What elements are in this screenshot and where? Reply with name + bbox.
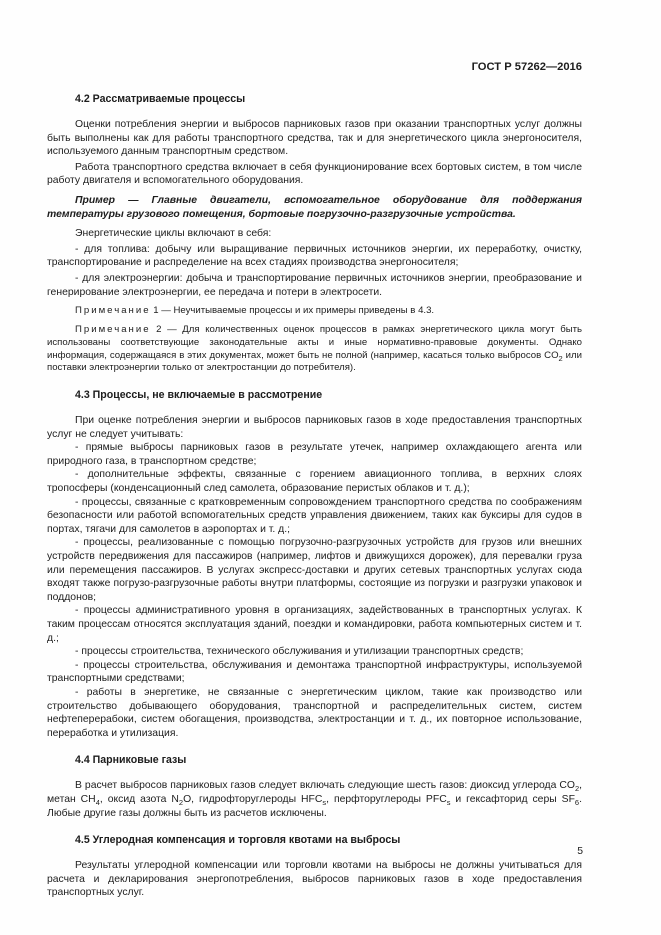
paragraph: Результаты углеродной компенсации или торговли квотами на выбросы не должны учитываться для расчета и декларирования энергопотребления, выбросов парниковых газов в ходе предоставления транспортных услуг. (47, 860, 582, 899)
section-4-3-heading: 4.3 Процессы, не включаемые в рассмотрение (75, 389, 323, 402)
text: . Любые другие газы должны быть из расчетов исключены. (47, 793, 582, 819)
subscript: 2 (558, 353, 563, 363)
list-item: - прямые выбросы парниковых газов в результате утечек, например охлаждающего агента или природного газа, в транспортном средстве; (47, 442, 582, 467)
list-item: - работы в энергетике, не связанные с энергетическим циклом, такие как производство или строительство добывающего оборудования, транспортной и распределительных систем, систем нефтеперерабоки, систем обогащения, производства, электростанции и т. д., их повторное использование, переработка и утилизация. (47, 686, 582, 739)
text: и гексафторид серы SF (450, 793, 575, 805)
section-4-4-heading: 4.4 Парниковые газы (75, 754, 187, 767)
subscript: 6 (574, 798, 580, 808)
text: , перфторуглероды PFC (326, 793, 447, 805)
section-4-5-heading: 4.5 Углеродная компенсация и торговля квотами на выбросы (75, 834, 401, 847)
subscript: s (446, 798, 451, 808)
note-label: Примечание (75, 323, 151, 335)
list-item: - процессы строительства, обслуживания и демонтажа транспортной инфраструктуры, используемой транспортными средствами; (47, 659, 582, 685)
page-number: 5 (577, 846, 583, 857)
note-text: 1 — Неучитываемые процессы и их примеры приведены в 4.3. (150, 305, 435, 317)
section-4-2-heading: 4.2 Рассматриваемые процессы (75, 93, 246, 105)
standard-code: ГОСТ Р 57262—2016 (471, 61, 582, 73)
document-body (47, 92, 582, 900)
list-item: - дополнительные эффекты, связанные с горением авиационного топлива, в верхних слоях тропосферы (конденсационный след самолета, образование перистых облаков и т. д.); (47, 469, 582, 495)
paragraph (47, 779, 582, 820)
note-1 (47, 305, 582, 318)
list-item: - процессы, связанные с кратковременным сопровождением транспортного средства по соображениям безопасности или работой вспомогательных средств управления движением, таких как буксиры для судов в портах, тягачи для самолетов в аэропортах и т. д.; (47, 496, 582, 535)
note-text: 2 — Для количественных оценок процессов в рамках энергетического цикла могут быть использованы соответствующие законодательные акты и иные нормативно-правовые документы. Однако информация, содержащаяся в этих документах, может быть не полной (например, касаться только выбросов CO (47, 323, 582, 361)
list-item: - для топлива: добычу или выращивание первичных источников энергии, их переработку, очистку, транспортирование и распределение на всех стадиях производства энергоносителя; (47, 243, 582, 269)
subscript: 2 (178, 798, 184, 808)
example-paragraph: Пример — Главные двигатели, вспомогательное оборудование для поддержания температуры грузового помещения, бортовые погрузочно-разгрузочные устройства. (47, 194, 582, 220)
text: , метан CH (47, 780, 582, 805)
list-item: - для электроэнергии: добыча и транспортирование первичных источников энергии, преобразование и генерирование электроэнергии, ее передача и потери в электросети. (47, 272, 582, 298)
text: , оксид азота N (99, 793, 179, 805)
subscript: 4 (95, 798, 100, 808)
paragraph: Работа транспортного средства включает в себя функционирование всех бортовых систем, в том числе работу двигателя и вспомогательного оборудования. (47, 161, 582, 187)
paragraph: При оценке потребления энергии и выбросов парниковых газов в ходе предоставления транспортных услуг не следует учитывать: (47, 415, 582, 440)
paragraph: Оценки потребления энергии и выбросов парниковых газов при оказании транспортных услуг должны быть выполнены как для работы транспортного средства, так и для энергетического цикла энергоносителя, используемого данным транспортным средством. (47, 119, 582, 158)
note-label: Примечание (75, 305, 151, 317)
list-item: - процессы строительства, технического обслуживания и утилизации транспортных средств; (75, 646, 524, 658)
list-item: - процессы, реализованные с помощью погрузочно-разгрузочных устройств для грузов или внешних устройств передвижения для пассажиров (например, лифтов и движущихся дорожек), для перевалки груза или перемещения пассажиров. В услугах экспресс-доставки и других сетевых транспортных услугах сюда входят также погрузо-разгрузочные работы внутри платформы, состоящие из погрузки и разгрузки упаковок и поддонов; (47, 537, 582, 603)
text: В расчет выбросов парниковых газов следует включать следующие шесть газов: диоксид углерода CO (75, 780, 575, 792)
note-2 (47, 324, 582, 375)
note-text: или поставки электроэнергии только от электростанции до потребителя). (47, 349, 582, 374)
subscript: 2 (574, 784, 580, 794)
list-item: - процессы административного уровня в организациях, задействованных в транспортных услугах. К таким процессам относятся эксплуатация зданий, поездки и командировки, работа компьютерных систем и т. д.; (47, 605, 582, 644)
paragraph: Энергетические циклы включают в себя: (75, 228, 272, 240)
subscript: s (322, 798, 327, 808)
text: O, гидрофторуглероды HFC (183, 793, 323, 805)
